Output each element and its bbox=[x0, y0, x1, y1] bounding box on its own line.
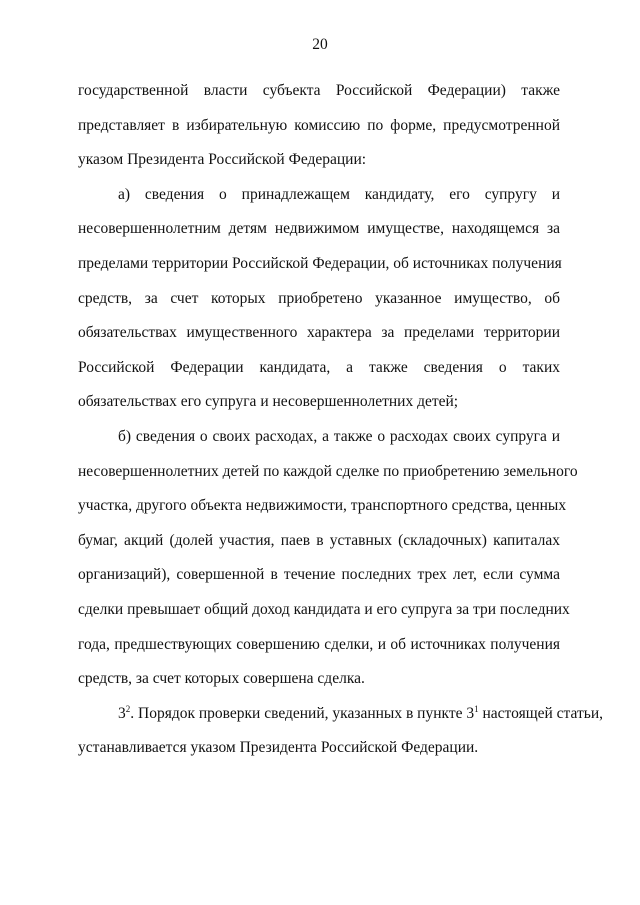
item-b-line: года, предшествующих совершению сделки, и об источниках получения bbox=[78, 635, 560, 653]
item-a-line: пределами территории Российской Федерации, об источниках получения bbox=[78, 254, 562, 272]
paragraph-line: представляет в избирательную комиссию по форме, предусмотренной bbox=[78, 116, 560, 134]
item-a-line: обязательствах имущественного характера за пределами территории bbox=[78, 324, 560, 342]
document-body bbox=[78, 74, 604, 766]
reference-superscript: 1 bbox=[474, 703, 479, 714]
item-b-line: несовершеннолетних детей по каждой сделке по приобретению земельного bbox=[78, 462, 578, 480]
item-b-line: организаций), совершенной в течение последних трех лет, если сумма bbox=[78, 566, 560, 584]
clause-3-2-line: устанавливается указом Президента Российской Федерации. bbox=[78, 739, 479, 757]
item-b-line: сделки превышает общий доход кандидата и его супруга за три последних bbox=[78, 600, 570, 618]
clause-number-superscript: 2 bbox=[125, 703, 131, 714]
clause-3-2-line bbox=[78, 697, 604, 732]
clause-text: настоящей статьи, bbox=[478, 704, 604, 722]
item-b-line: бумаг, акций (долей участия, паев в уставных (складочных) капиталах bbox=[78, 531, 560, 549]
paragraph-line: указом Президента Российской Федерации: bbox=[78, 151, 367, 169]
clause-text: . Порядок проверки сведений, указанных в пункте 3 bbox=[130, 704, 475, 722]
item-b-line: участка, другого объекта недвижимости, транспортного средства, ценных bbox=[78, 497, 567, 515]
page-number: 20 bbox=[312, 36, 328, 53]
item-b-line: б) сведения о своих расходах, а также о расходах своих супруга и bbox=[118, 427, 560, 445]
item-a-line: а) сведения о принадлежащем кандидату, его супругу и bbox=[118, 185, 560, 203]
clause-number: 3 bbox=[118, 704, 126, 722]
item-b-line: средств, за счет которых совершена сделка. bbox=[78, 670, 365, 688]
item-a-line: обязательствах его супруга и несовершеннолетних детей; bbox=[78, 393, 459, 411]
item-a-line: несовершеннолетним детям недвижимом имуществе, находящемся за bbox=[78, 220, 560, 238]
paragraph-line: государственной власти субъекта Российской Федерации) также bbox=[78, 82, 560, 99]
item-a-line: Российской Федерации кандидата, а также сведения о таких bbox=[78, 358, 560, 376]
item-a-line: средств, за счет которых приобретено указанное имущество, об bbox=[78, 289, 560, 307]
